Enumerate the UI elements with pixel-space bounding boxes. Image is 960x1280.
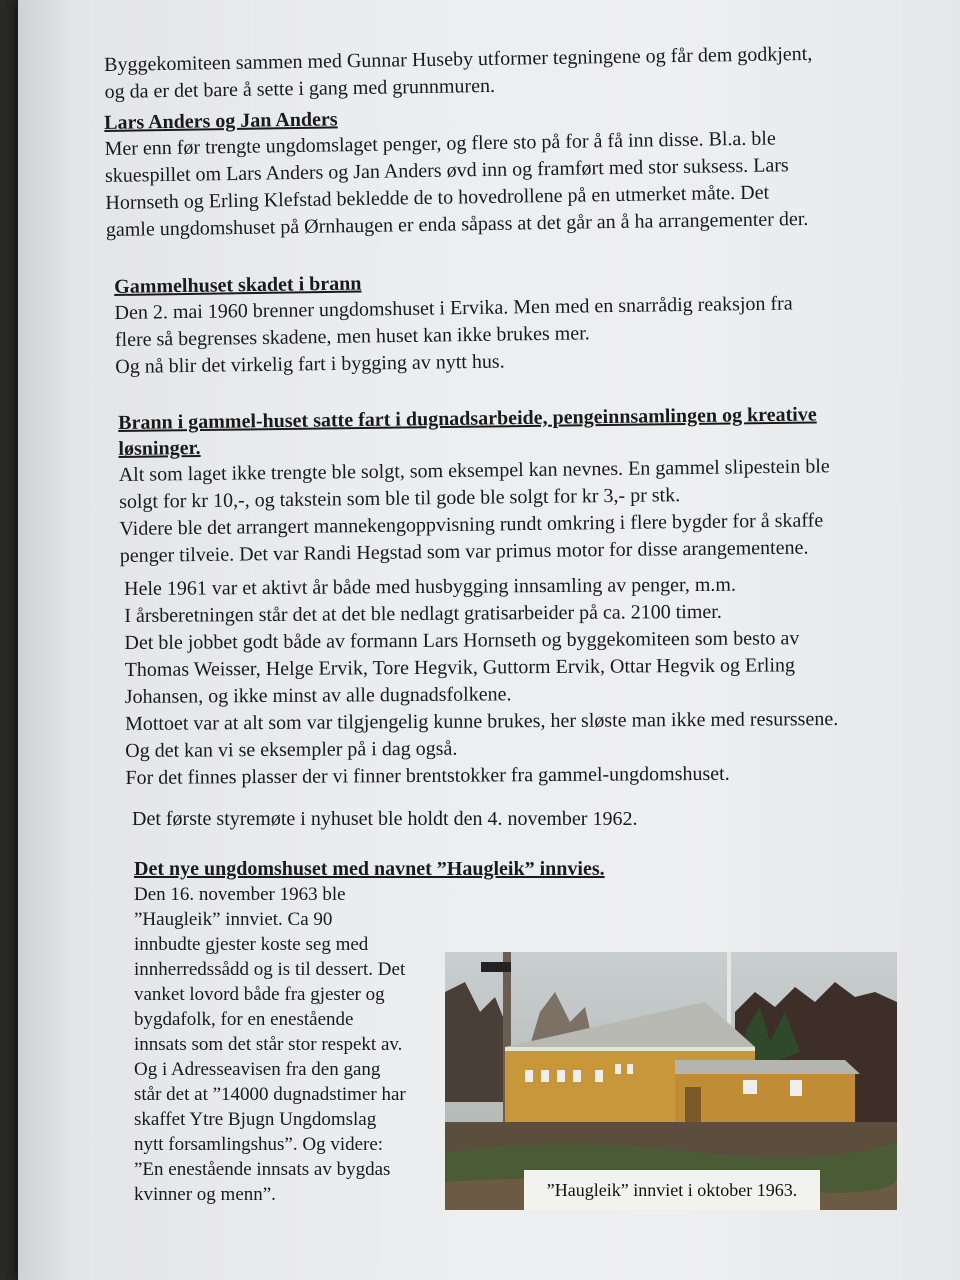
text-line: bygdafolk, for en enestående — [134, 1009, 354, 1030]
section-lars-anders — [104, 99, 809, 244]
text-line: innsats som det står stor respekt av. — [134, 1034, 403, 1055]
text-line: Og det kan vi se eksempler på i dag også. — [125, 737, 458, 762]
section-heading: Lars Anders og Jan Anders — [104, 108, 338, 134]
text-line: Det første styremøte i nyhuset ble holdt den 4. november 1962. — [132, 808, 638, 830]
text-line: Hornseth og Erling Klefstad bekledde de to hovedrollene på en utmerket måte. Det — [105, 181, 770, 214]
section-heading: Det nye ungdomshuset med navnet ”Haugleik” innvies. — [134, 858, 605, 880]
text-line: innbudte gjester koste seg med — [134, 934, 369, 955]
text-line: Og nå blir det virkelig fart i bygging av nytt hus. — [115, 350, 505, 378]
text-line: Det ble jobbet godt både av formann Lars Hornseth og byggekomiteen som besto av — [124, 627, 800, 654]
text-line: Thomas Weisser, Helge Ervik, Tore Hegvik, Guttorm Ervik, Ottar Hegvik og Erling — [124, 654, 796, 681]
text-line: står det at ”14000 dugnadstimer har — [134, 1084, 406, 1105]
text-line: skaffet Ytre Bjugn Ungdomslag — [134, 1109, 377, 1130]
haugleik-photo — [445, 952, 897, 1210]
text-line: Alt som laget ikke trengte ble solgt, som eksempel kan nevnes. En gammel slipestein ble — [118, 455, 830, 486]
text-line: ”Haugleik” innviet. Ca 90 — [134, 909, 333, 930]
section-heading: Brann i gammel-huset satte fart i dugnadsarbeide, pengeinnsamlingen og kreative — [118, 403, 817, 434]
text-line: Den 16. november 1963 ble — [134, 884, 346, 905]
text-line: Mottoet var at alt som var tilgjengelig kunne brukes, her sløste man ikke med resurssene. — [124, 708, 839, 735]
text-line: Johansen, og ikke minst av alle dugnadsfolkene. — [124, 683, 512, 708]
text-line: vanket lovord både fra gjester og — [134, 984, 385, 1005]
paragraph-1961 — [124, 571, 839, 792]
text-line: kvinner og menn”. — [134, 1184, 276, 1205]
paragraph-styremote — [132, 806, 637, 833]
text-line: Hele 1961 var et aktivt år både med husbygging innsamling av penger, m.m. — [124, 573, 736, 600]
text-line: I årsberetningen står det at det ble nedlagt gratisarbeider på ca. 2100 timer. — [124, 600, 722, 627]
text-line: For det finnes plasser der vi finner brentstokker fra gammel-ungdomshuset. — [125, 762, 730, 789]
section-gammelhuset — [114, 265, 794, 381]
text-line: Mer enn før trengte ungdomslaget penger, og flere sto på for å få inn disse. Bl.a. ble — [104, 127, 776, 160]
text-line: Videre ble det arrangert mannekengoppvisning rundt omkring i flere bygder for å skaffe — [119, 509, 824, 540]
text-line: Den 2. mai 1960 brenner ungdomshuset i Ervika. Men med en snarrådig reaksjon fra — [114, 292, 793, 324]
section-brann — [118, 401, 831, 570]
photo-caption: ”Haugleik” innviet i oktober 1963. — [524, 1170, 820, 1210]
text-line: flere så begrenses skadene, men huset kan ikke brukes mer. — [114, 322, 590, 351]
text-line: og da er det bare å sette i gang med grunnmuren. — [104, 74, 496, 103]
text-line: Byggekomiteen sammen med Gunnar Huseby utformer tegningene og får dem godkjent, — [104, 42, 813, 76]
text-line: gamle ungdomshuset på Ørnhaugen er enda såpass at det går an å ha arrangementer der. — [105, 207, 809, 241]
text-line: penger tilveie. Det var Randi Hegstad som var primus motor for disse arangementene. — [119, 536, 809, 567]
section-heading-cont: løsninger. — [118, 436, 201, 460]
section-heading: Gammelhuset skadet i brann — [114, 272, 362, 298]
intro-paragraph — [104, 41, 813, 106]
text-line: ”En enestående innsats av bygdas — [134, 1159, 391, 1180]
text-line: nytt forsamlingshus”. Og videre: — [134, 1134, 384, 1155]
text-line: skuespillet om Lars Anders og Jan Anders øvd inn og framført med stor suksess. Lars — [104, 154, 789, 187]
haugleik-text-column — [134, 882, 406, 1207]
section-haugleik — [134, 856, 605, 882]
text-line: innherredssådd og is til dessert. Det — [134, 959, 406, 980]
text-line: solgt for kr 10,-, og takstein som ble til gode ble solgt for kr 3,- pr stk. — [118, 484, 681, 513]
text-line: Og i Adresseavisen fra den gang — [134, 1059, 381, 1080]
